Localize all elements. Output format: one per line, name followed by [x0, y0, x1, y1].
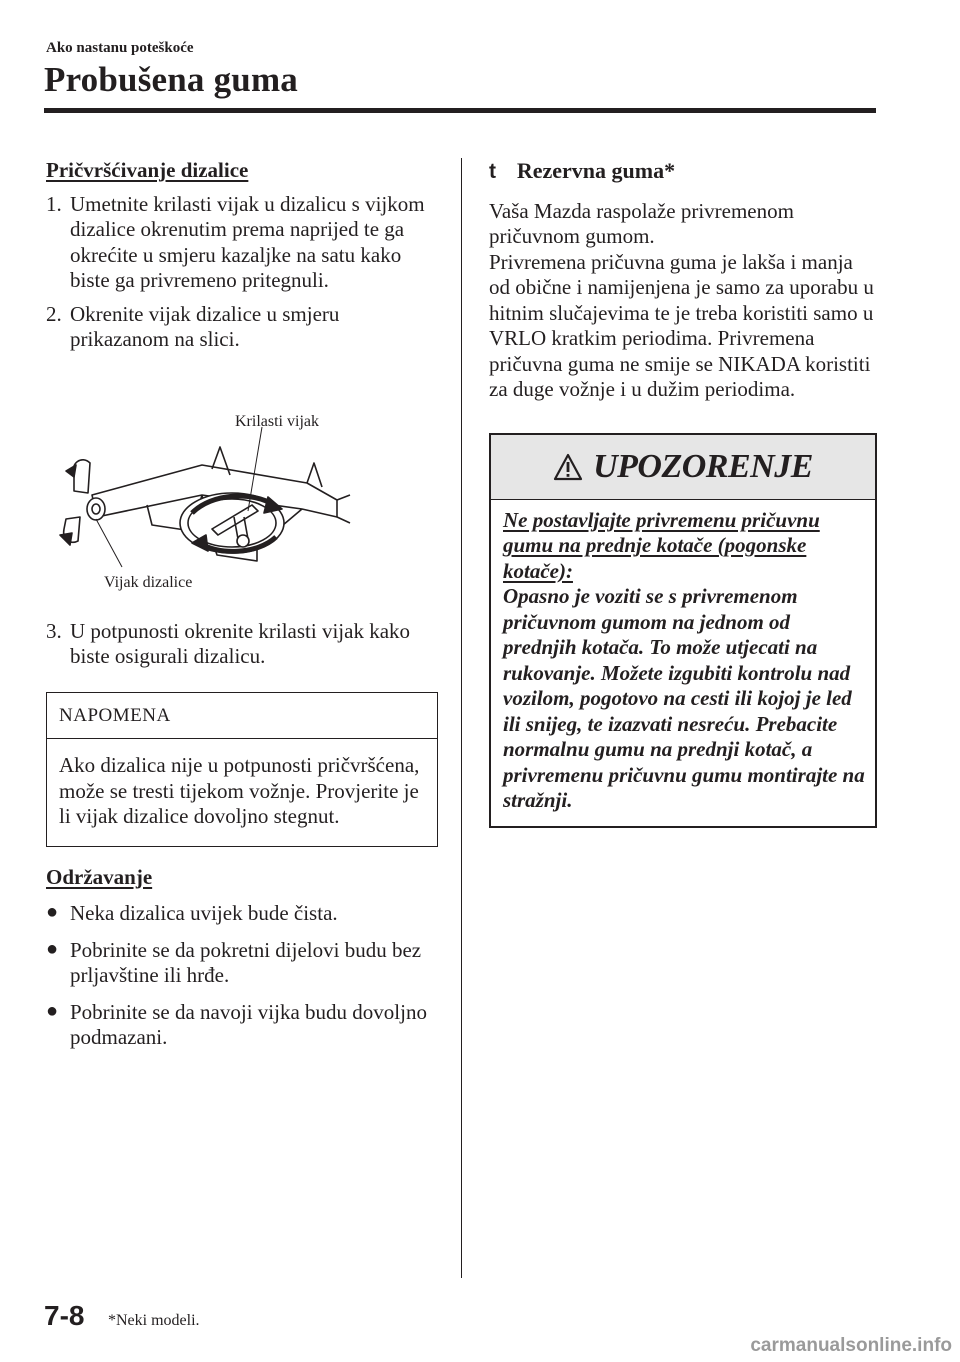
step-number: 3.	[46, 618, 62, 643]
bullet-text: Neka dizalica uvijek bude čista.	[70, 901, 338, 925]
bullet-icon: ●	[46, 937, 59, 960]
warning-box	[489, 433, 877, 828]
bullet-icon: ●	[46, 901, 59, 923]
subheading-jack-fastening: Pričvršćivanje dizalice	[46, 158, 249, 182]
bullet-text: Pobrinite se da navoji vijka budu dovoljno podmazani.	[70, 999, 427, 1049]
bullet-item	[46, 901, 438, 927]
note-text: Ako dizalica nije u potpunosti pričvršćena, može se tresti tijekom vožnje. Provjerite je li vijak dizalice dovoljno stegnut.	[59, 753, 420, 828]
paragraph: Vaša Mazda raspolaže privremenom pričuvnom gumom.	[489, 198, 794, 248]
step-text: U potpunosti okrenite krilasti vijak kako biste osigurali dizalicu.	[70, 618, 411, 668]
bullet-icon: ●	[46, 999, 59, 1022]
figure-label-wing-bolt: Krilasti vijak	[235, 412, 319, 430]
figure-label-jack-screw: Vijak dizalice	[104, 573, 193, 591]
jack-illustration	[52, 405, 352, 595]
warning-header	[491, 435, 875, 500]
step-3	[46, 619, 438, 670]
title-rule	[44, 108, 876, 113]
step-text: Okrenite vijak dizalice u smjeru prikazanom na slici.	[70, 301, 340, 351]
subheading-maintenance: Održavanje	[46, 864, 153, 889]
watermark: carmanualsonline.info	[750, 1335, 952, 1356]
warning-title: UPOZORENJE	[593, 447, 813, 485]
heading-mark: t	[489, 160, 496, 183]
warning-triangle-icon	[553, 453, 583, 481]
warning-text: Opasno je voziti se s privremenom pričuvnom gumom na jednom od prednjih kotača. To može utjecati na rukovanje. Možete izgubiti kontrolu nad vozilom, pogotovo na cesti ili kojoj je led ili snijeg, te izazvati nesreću. Prebacite normalnu gumu na prednji kotač, a privremenu pričuvnu gumu montirajte na stražnji.	[503, 584, 865, 812]
step-number: 2.	[46, 301, 62, 326]
warning-body	[491, 500, 875, 826]
page-title: Probušena guma	[44, 60, 299, 99]
step-number: 1.	[46, 191, 62, 216]
warning-lead: Ne postavljajte privremenu pričuvnu gumu na prednje kotače (pogonske kotače):	[503, 507, 820, 583]
right-column	[489, 158, 877, 828]
left-column	[46, 158, 438, 1051]
step-text: Umetnite krilasti vijak u dizalicu s vijkom dizalice okrenutim prema naprijed te ga okrećite u smjeru kazaljke na satu kako biste ga privremeno pritegnuli.	[70, 191, 425, 292]
footnote: *Neki modeli.	[108, 1312, 200, 1329]
bullet-item	[46, 1000, 438, 1051]
bullet-item	[46, 938, 438, 989]
bullet-text: Pobrinite se da pokretni dijelovi budu bez prljavštine ili hrđe.	[70, 937, 422, 987]
page-number: 7-8	[44, 1300, 85, 1331]
step-1	[46, 192, 438, 294]
heading-text: Rezervna guma*	[516, 158, 676, 183]
section-label: Ako nastanu poteškoće	[46, 40, 194, 56]
note-box	[46, 692, 438, 847]
spare-tire-heading	[489, 158, 877, 185]
note-title: NAPOMENA	[47, 693, 437, 740]
column-divider	[461, 158, 462, 1278]
paragraph: Privremena pričuvna guma je lakša i manja od obične i namijenjena je samo za uporabu u hitnim slučajevima te je treba koristiti samo u VRLO kratkim periodima. Privremena pričuvna guma ne smije se NIKADA koristiti za duge vožnje i u dužim periodima.	[489, 249, 874, 401]
step-2	[46, 302, 438, 353]
